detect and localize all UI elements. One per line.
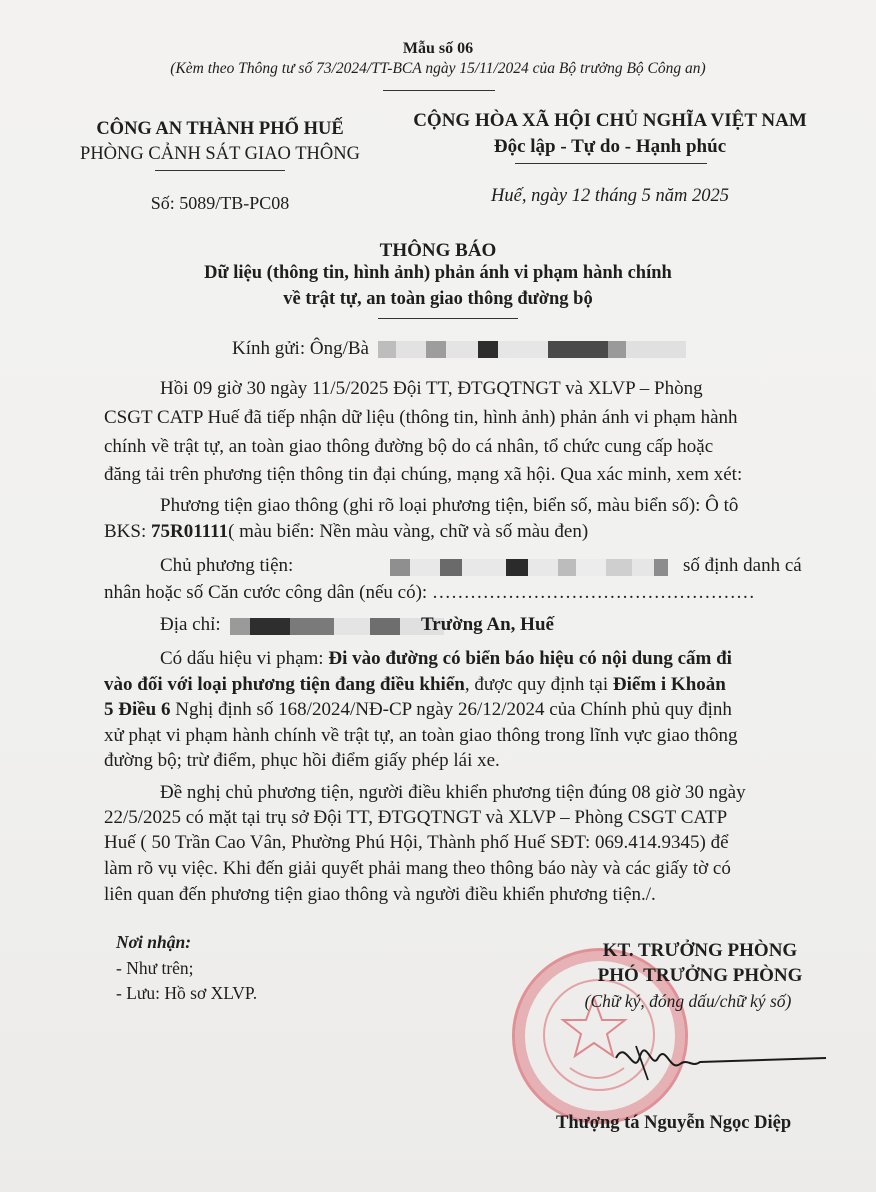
redaction — [608, 341, 626, 358]
redaction — [606, 559, 632, 576]
receivers-title: Nơi nhận: — [116, 932, 192, 952]
request-line1: Đề nghị chủ phương tiện, người điều khiển phương tiện đúng 08 giờ 30 ngày — [160, 782, 746, 803]
notice-subtitle-line1: Dữ liệu (thông tin, hình ảnh) phản ánh vi phạm hành chính — [204, 263, 672, 283]
sign-note: (Chữ ký, đóng dấu/chữ ký số) — [584, 991, 792, 1011]
request-line3: Huế ( 50 Trần Cao Vân, Phường Phú Hội, Thành phố Huế SĐT: 069.414.9345) để — [104, 832, 729, 853]
redaction — [410, 559, 440, 576]
notice-subtitle-line2: về trật tự, an toàn giao thông đường bộ — [283, 289, 593, 309]
signer-name: Thượng tá Nguyễn Ngọc Diệp — [556, 1113, 792, 1133]
redaction — [426, 341, 446, 358]
redaction — [654, 559, 668, 576]
request-line2: 22/5/2025 có mặt tại trụ sở Đội TT, ĐTGQTNGT và XLVP – Phòng CSGT CATP — [104, 807, 728, 828]
violation-clause: Điểm i Khoản — [612, 674, 726, 695]
motto-underline — [515, 163, 707, 164]
para1-line2: CSGT CATP Huế đã tiếp nhận dữ liệu (thông tin, hình ảnh) phản ánh vi phạm hành — [104, 407, 738, 428]
redaction — [462, 559, 506, 576]
issuer-department: PHÒNG CẢNH SÁT GIAO THÔNG — [80, 144, 360, 164]
redaction — [378, 341, 396, 358]
request-line4: làm rõ vụ việc. Khi đến giải quyết phải mang theo thông báo này và các giấy tờ có — [104, 858, 731, 879]
handwritten-signature — [596, 1028, 836, 1098]
vehicle-plate: 75R01111 — [151, 521, 229, 542]
violation-decree: Nghị định số 168/2024/NĐ-CP ngày 26/12/2024 của Chính phủ quy định — [170, 699, 732, 720]
request-line5: liên quan đến phương tiện giao thông và người điều khiển phương tiện./. — [104, 884, 656, 905]
violation-desc-2: vào đối với loại phương tiện đang điều khiển — [104, 674, 465, 695]
owner-id-label: số định danh cá — [683, 555, 802, 576]
sign-title: PHÓ TRƯỞNG PHÒNG — [597, 965, 803, 986]
owner-id-line2: nhân hoặc số Căn cước công dân (nếu có): …………………………………………… — [104, 582, 755, 603]
redaction — [478, 341, 498, 358]
violation-line4: xử phạt vi phạm hành chính về trật tự, an toàn giao thông trong lĩnh vực giao thông — [104, 725, 738, 746]
violation-reg-text: , được quy định tại — [464, 674, 613, 695]
redaction — [576, 559, 606, 576]
owner-label: Chủ phương tiện: — [160, 555, 294, 576]
para1-line4: đăng tải trên phương tiện thông tin đại chúng, mạng xã hội. Qua xác minh, xem xét: — [104, 464, 743, 485]
violation-label: Có dấu hiệu vi phạm: — [160, 648, 329, 669]
redaction — [250, 618, 290, 635]
redaction — [548, 341, 608, 358]
redaction — [498, 341, 548, 358]
redaction — [334, 618, 370, 635]
redaction — [626, 341, 686, 358]
redaction — [370, 618, 400, 635]
place-date: Huế, ngày 12 tháng 5 năm 2025 — [491, 186, 729, 206]
sign-kt: KT. TRƯỞNG PHÒNG — [602, 940, 798, 961]
redaction — [506, 559, 528, 576]
form-number: Mẫu số 06 — [402, 40, 474, 57]
title-underline — [378, 318, 518, 319]
violation-line2 — [104, 674, 726, 696]
redaction — [230, 618, 250, 635]
violation-line5: đường bộ; trừ điểm, phục hồi điểm giấy phép lái xe. — [104, 750, 500, 771]
doc-number: Số: 5089/TB-PC08 — [150, 193, 290, 213]
state-name: CỘNG HÒA XÃ HỘI CHỦ NGHĨA VIỆT NAM — [413, 110, 807, 131]
vehicle-bks-label: BKS: — [104, 521, 151, 542]
para1-line3: chính về trật tự, an toàn giao thông đường bộ do cá nhân, tổ chức cung cấp hoặc — [104, 436, 714, 457]
address-tail: Trường An, Huế — [421, 614, 554, 635]
vehicle-plate-color: ( màu biển: Nền màu vàng, chữ và số màu đen) — [228, 521, 589, 542]
violation-line1 — [160, 648, 732, 670]
address-label: Địa chỉ: — [160, 614, 221, 635]
redaction — [632, 559, 654, 576]
redaction — [558, 559, 576, 576]
notice-title: THÔNG BÁO — [379, 240, 497, 261]
violation-article: 5 Điều 6 — [104, 699, 171, 720]
redaction — [440, 559, 462, 576]
state-motto: Độc lập - Tự do - Hạnh phúc — [493, 136, 727, 157]
vehicle-line2 — [104, 521, 588, 543]
form-underline — [383, 90, 495, 91]
form-attachment: (Kèm theo Thông tư số 73/2024/TT-BCA ngày 15/11/2024 của Bộ trưởng Bộ Công an) — [170, 60, 706, 77]
receiver-item: - Lưu: Hồ sơ XLVP. — [116, 983, 258, 1003]
vehicle-line1: Phương tiện giao thông (ghi rõ loại phương tiện, biển số, màu biển số): Ô tô — [160, 495, 739, 516]
owner-redaction — [390, 558, 668, 576]
redaction — [390, 559, 410, 576]
redaction — [290, 618, 334, 635]
address-redaction — [230, 617, 444, 635]
para1-line1: Hồi 09 giờ 30 ngày 11/5/2025 Đội TT, ĐTGQTNGT và XLVP – Phòng — [160, 378, 703, 399]
violation-line3 — [104, 699, 732, 721]
receiver-item: - Như trên; — [116, 958, 194, 978]
issuer-underline — [155, 170, 285, 171]
recipient-label: Kính gửi: Ông/Bà — [232, 338, 369, 359]
recipient-line — [232, 338, 686, 360]
redaction — [528, 559, 558, 576]
issuer-agency: CÔNG AN THÀNH PHỐ HUẾ — [96, 119, 344, 139]
redaction — [396, 341, 426, 358]
redaction — [446, 341, 478, 358]
violation-desc-1: Đi vào đường có biển báo hiệu có nội dung cấm đi — [328, 648, 732, 669]
